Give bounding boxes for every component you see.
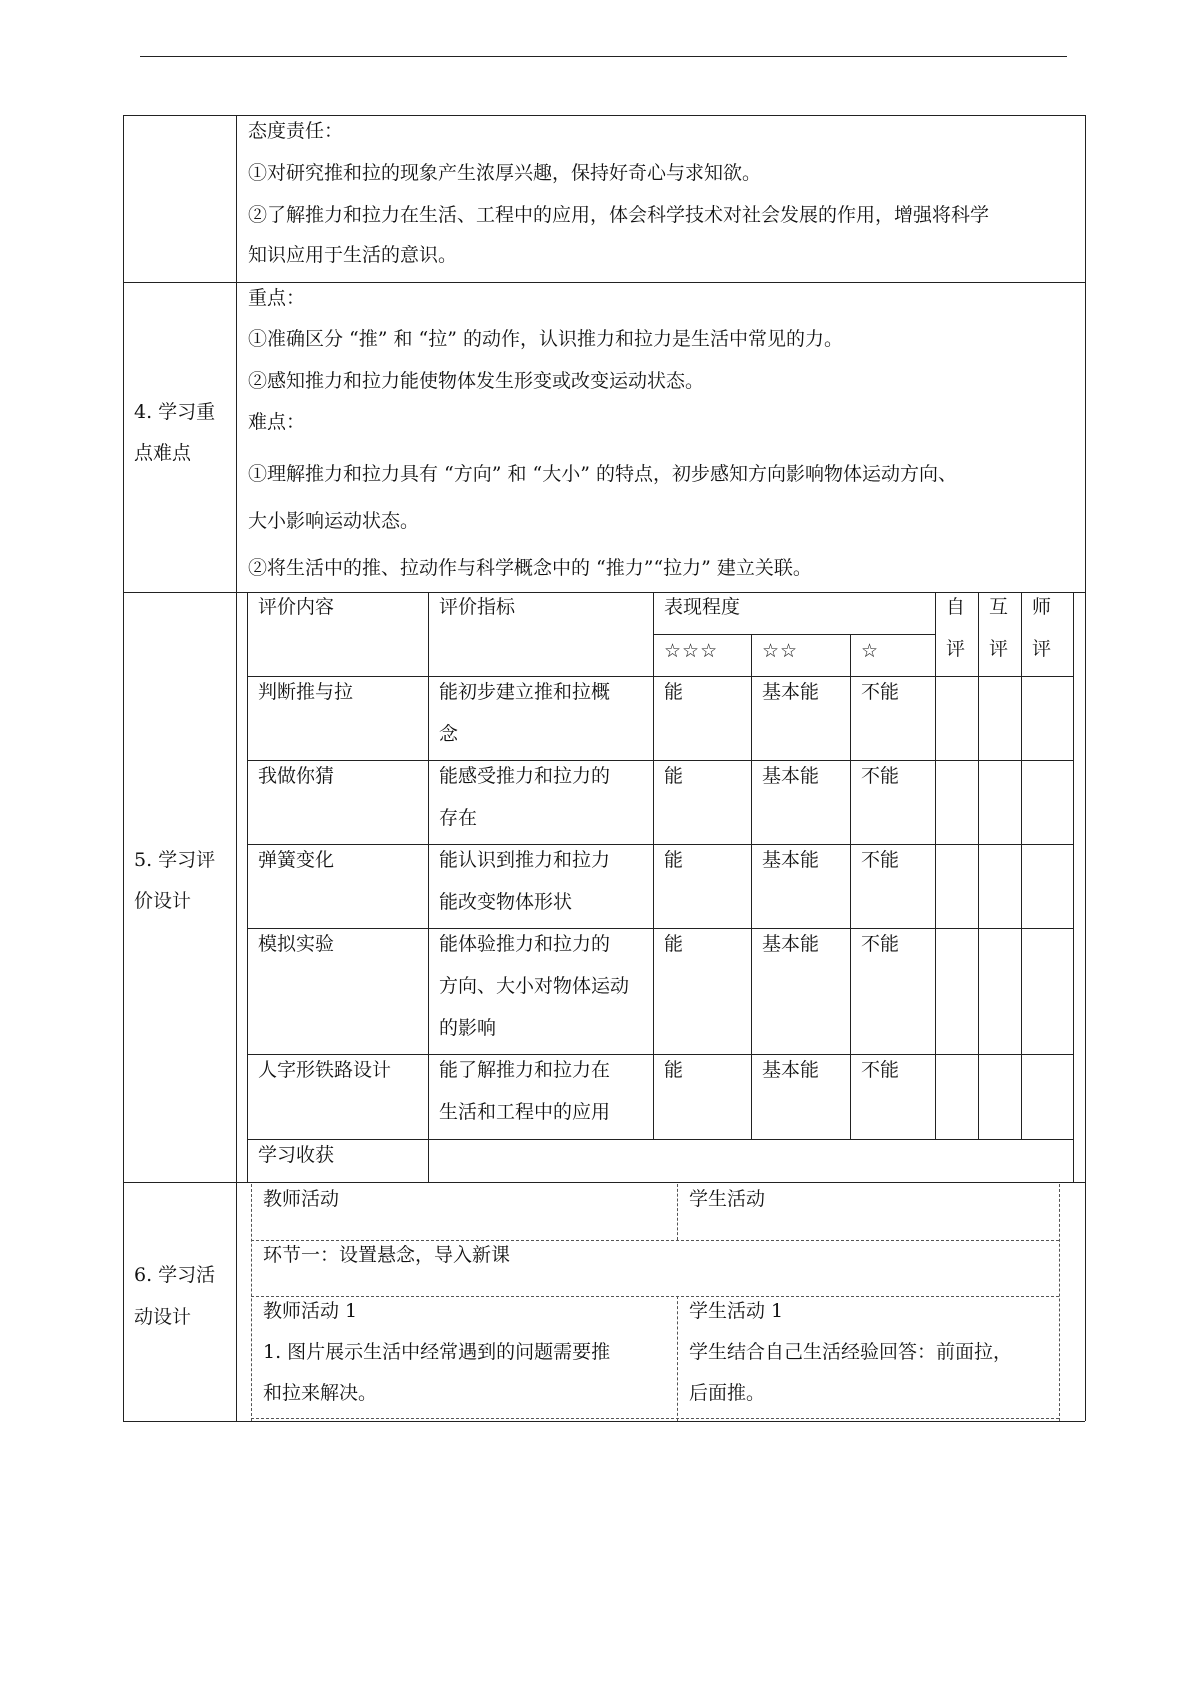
eval-row-content: 判断推与拉 [258,681,354,703]
eval-row-basic: 基本能 [762,849,820,871]
header-one-star: ☆ [861,640,880,662]
eval-row-no: 不能 [861,681,900,703]
activity-section-bottom [251,1296,1059,1297]
table-top-border [123,115,1085,116]
header-peer-line-2: 评 [989,638,1009,660]
header-teacher-line-1: 师 [1032,596,1052,618]
teacher-activity-1-line-2: 和拉来解决。 [263,1382,378,1404]
eval-header-bottom [247,676,1073,677]
eval-col-self [935,592,936,1139]
eval-row-indicator: 能体验推力和拉力的 [439,933,611,955]
eval-row-no: 不能 [861,765,900,787]
header-self-line-2: 评 [946,638,966,660]
eval-row-good: 能 [664,849,684,871]
difficult-point-2: ②将生活中的推、拉动作与科学概念中的 “推力”“拉力” 建立关联。 [248,557,812,579]
eval-row-basic: 基本能 [762,765,820,787]
attitude-item-2-line-1: ②了解推力和拉力在生活、工程中的应用，体会科学技术对社会发展的作用，增强将科学 [248,204,990,226]
eval-row-good: 能 [664,1059,684,1081]
eval-row-3-bottom [247,928,1073,929]
teacher-activity-1-line-1: 1. 图片展示生活中经常遇到的问题需要推 [263,1341,611,1363]
eval-row-basic: 基本能 [762,1059,820,1081]
key-point-2: ②感知推力和拉力能使物体发生形变或改变运动状态。 [248,370,705,392]
evaluation-row-label-line-1: 5. 学习评 [134,849,216,871]
row-divider-evaluation [123,1182,1085,1183]
eval-row-good: 能 [664,933,684,955]
table-right-border [1085,115,1086,1421]
header-peer-line-1: 互 [989,596,1009,618]
keypoints-row-label-line-2: 点难点 [134,442,192,464]
eval-row-no: 不能 [861,849,900,871]
eval-row-no: 不能 [861,1059,900,1081]
row-divider-keypoints [123,592,1085,593]
keypoints-row-label-line-1: 4. 学习重 [134,401,216,423]
eval-row-indicator: 存在 [439,807,478,829]
evaluation-row-label-line-2: 价设计 [134,890,192,912]
eval-row-good: 能 [664,681,684,703]
student-activity-1-title: 学生活动 1 [689,1300,784,1322]
eval-row-indicator: 方向、大小对物体运动 [439,975,630,997]
header-two-stars: ☆☆ [762,640,799,662]
student-activity-header: 学生活动 [689,1188,766,1210]
table-bottom-border [123,1421,1085,1422]
header-self-line-1: 自 [946,596,966,618]
activity-grid-left [251,1184,252,1421]
learning-harvest-label: 学习收获 [258,1144,335,1166]
header-indicator: 评价指标 [439,596,516,618]
activity-col-divider-top [677,1184,678,1240]
label-column-divider [236,115,237,1421]
row-divider-attitude [123,282,1085,283]
eval-row-content: 弹簧变化 [258,849,335,871]
teacher-activity-header: 教师活动 [263,1188,340,1210]
difficult-point-1-line-1: ①理解推力和拉力具有 “方向” 和 “大小” 的特点，初步感知方向影响物体运动方向、 [248,463,958,485]
eval-row-indicator: 念 [439,723,459,745]
activity-bottom-dashed [251,1418,1059,1419]
eval-row-indicator: 能改变物体形状 [439,891,573,913]
eval-row-indicator: 生活和工程中的应用 [439,1101,611,1123]
header-rule [140,56,1067,57]
eval-row-indicator: 能认识到推力和拉力 [439,849,611,871]
table-left-border [123,115,124,1421]
eval-col-peer [978,592,979,1139]
eval-row-indicator: 能了解推力和拉力在 [439,1059,611,1081]
eval-row-content: 我做你猜 [258,765,335,787]
attitude-item-1: ①对研究推和拉的现象产生浓厚兴趣，保持好奇心与求知欲。 [248,162,762,184]
eval-row-indicator: 能初步建立推和拉概 [439,681,611,703]
eval-row-content: 模拟实验 [258,933,335,955]
eval-row-basic: 基本能 [762,681,820,703]
eval-row-no: 不能 [861,933,900,955]
header-performance: 表现程度 [664,596,741,618]
eval-row-indicator: 能感受推力和拉力的 [439,765,611,787]
student-activity-1-line-2: 后面推。 [689,1382,766,1404]
eval-row-good: 能 [664,765,684,787]
eval-grid-right [1073,592,1074,1182]
header-three-stars: ☆☆☆ [664,640,719,662]
activity-col-divider-bottom [677,1296,678,1421]
eval-row-content: 人字形铁路设计 [258,1059,392,1081]
activity-grid-right [1059,1184,1060,1421]
key-heading: 重点： [248,287,306,309]
student-activity-1-line-1: 学生结合自己生活经验回答：前面拉， [689,1341,1013,1363]
teacher-activity-1-title: 教师活动 1 [263,1300,358,1322]
eval-subheader-line [653,634,935,635]
attitude-item-2-line-2: 知识应用于生活的意识。 [248,244,458,266]
activities-row-label-line-1: 6. 学习活 [134,1264,216,1286]
difficult-heading: 难点： [248,411,306,433]
difficult-point-1-line-2: 大小影响运动状态。 [248,510,420,532]
eval-col-performance [653,592,654,1139]
eval-row-basic: 基本能 [762,933,820,955]
eval-col-stars1 [850,634,851,1139]
eval-row-4-bottom [247,1054,1073,1055]
eval-col-indicator [428,592,429,1182]
attitude-heading: 态度责任： [248,120,344,142]
activity-header-bottom [251,1240,1059,1241]
eval-row-1-bottom [247,760,1073,761]
header-teacher-line-2: 评 [1032,638,1052,660]
eval-col-stars2 [751,634,752,1139]
activities-row-label-line-2: 动设计 [134,1306,192,1328]
eval-grid-left [247,592,248,1182]
eval-row-indicator: 的影响 [439,1017,497,1039]
eval-row-2-bottom [247,844,1073,845]
eval-row-5-bottom [247,1139,1073,1140]
section-one-title: 环节一：设置悬念，导入新课 [263,1244,511,1266]
header-content: 评价内容 [258,596,335,618]
eval-col-teacher [1021,592,1022,1139]
key-point-1: ①准确区分 “推” 和 “拉” 的动作，认识推力和拉力是生活中常见的力。 [248,328,844,350]
